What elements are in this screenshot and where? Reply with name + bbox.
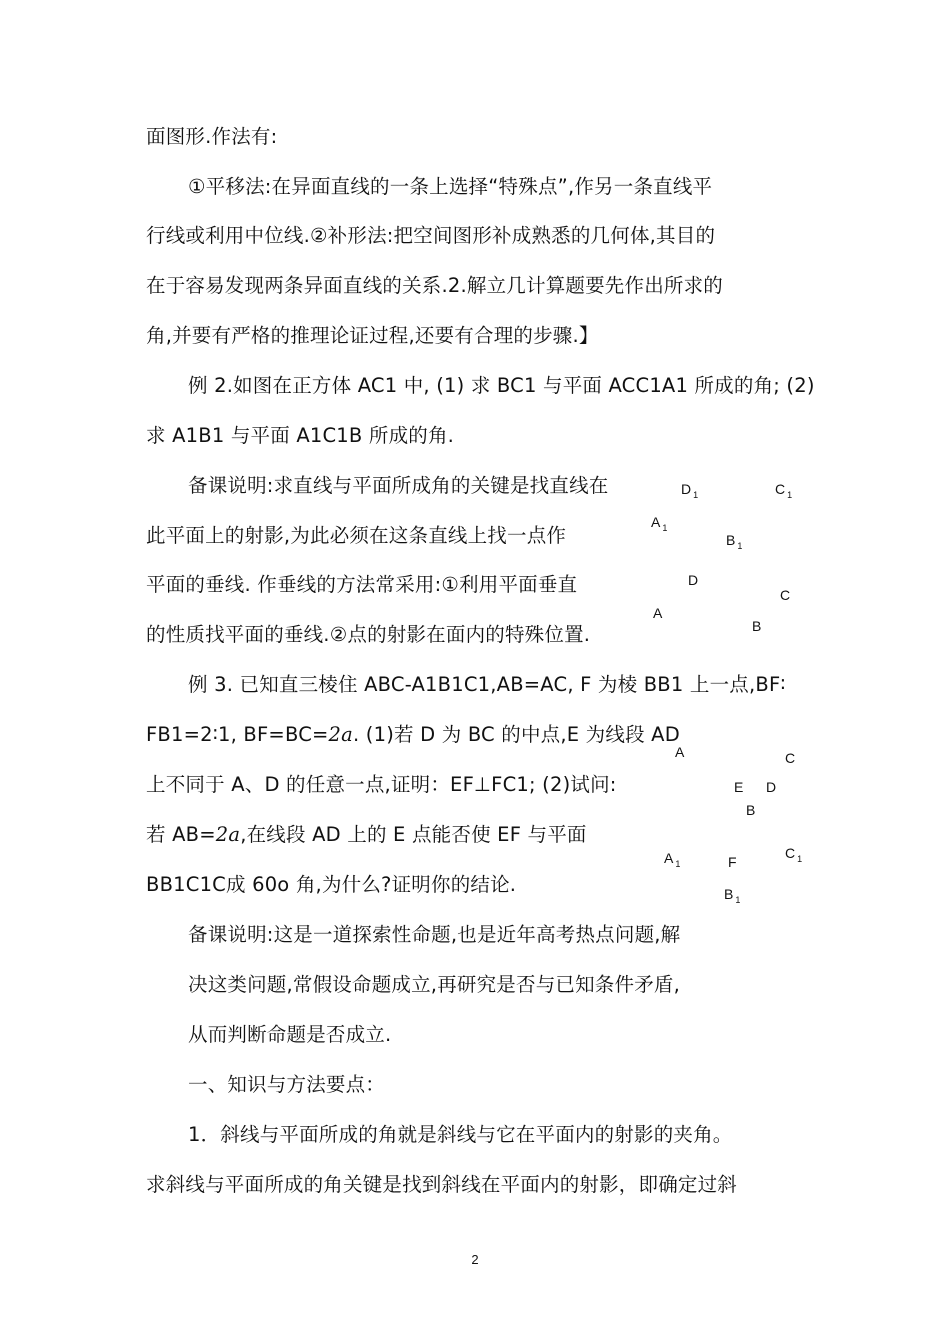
vertex-label-c: C [785,750,796,766]
vertex-label-d1: D $_1$ [681,481,699,500]
text-line: 备课说明:这是一道探索性命题,也是近年高考热点问题,解 [188,923,681,946]
vertex-label-a: A [653,605,663,621]
vertex-label-a: A [675,744,685,760]
vertex-label-b: B [752,618,762,634]
text-line: ①平移法:在异面直线的一条上选择“特殊点”,作另一条直线平 [188,175,713,198]
text-line: 在于容易发现两条异面直线的关系.2.解立几计算题要先作出所求的 [146,274,724,297]
vertex-label-d: D [688,572,699,588]
vertex-label-c1: C $_1$ [785,845,803,864]
point-label-f: F [728,854,737,870]
vertex-label-b1: B $_1$ [724,886,741,905]
text-line: 例 3. 已知直三棱住 ABC-A1B1C1,AB=AC, F 为棱 BB1 上一点,BF∶ [188,673,786,696]
text-line: 一、知识与方法要点： [188,1073,386,1096]
text-segment: 若 AB= [146,823,216,846]
text-segment: ,在线段 AD 上的 E 点能否使 EF 与平面 [240,823,587,846]
math-expression: 2a [328,723,353,746]
text-line: 的性质找平面的垂线.②点的射影在面内的特殊位置. [146,623,591,646]
text-line: 例 2.如图在正方体 AC1 中, (1) 求 BC1 与平面 ACC1A1 所成的角; (2) [188,374,815,397]
point-label-e: E [734,779,744,795]
text-segment: FB1=2∶1, BF=BC= [146,723,329,746]
text-line: 上不同于 A、D 的任意一点,证明：EF⊥FC1; (2)试问: [146,773,617,796]
vertex-label-b: B [746,802,756,818]
text-line: 此平面上的射影,为此必须在这条直线上找一点作 [146,524,567,547]
text-line: 求 A1B1 与平面 A1C1B 所成的角. [146,424,455,447]
vertex-label-a1: A $_1$ [651,514,668,533]
text-line: 求斜线与平面所成的角关键是找到斜线在平面内的射影，即确定过斜 [146,1173,738,1196]
text-line [146,823,587,847]
vertex-label-a1: A $_1$ [664,850,681,869]
text-line: 角,并要有严格的推理论证过程,还要有合理的步骤.】 [146,324,599,347]
point-label-d: D [766,779,777,795]
text-line: 1．斜线与平面所成的角就是斜线与它在平面内的射影的夹角。 [188,1123,733,1146]
text-line: 平面的垂线. 作垂线的方法常采用:①利用平面垂直 [146,573,578,596]
text-line: BB1C1C成 60o 角,为什么?证明你的结论. [146,873,517,896]
vertex-label-c: C [780,587,791,603]
text-line [146,723,680,747]
text-line: 决这类问题,常假设命题成立,再研究是否与已知条件矛盾, [188,973,680,996]
vertex-label-b1: B $_1$ [726,532,743,551]
vertex-label-c1: C $_1$ [775,481,793,500]
math-expression: 2a [215,823,241,846]
text-line: 从而判断命题是否成立. [188,1023,392,1046]
text-line: 面图形.作法有: [146,125,278,148]
text-segment: . (1)若 D 为 BC 的中点,E 为线段 AD [352,723,680,746]
page-number: 2 [471,1252,479,1267]
text-line: 备课说明:求直线与平面所成角的关键是找直线在 [188,474,609,497]
text-line: 行线或利用中位线.②补形法:把空间图形补成熟悉的几何体,其目的 [146,224,716,247]
